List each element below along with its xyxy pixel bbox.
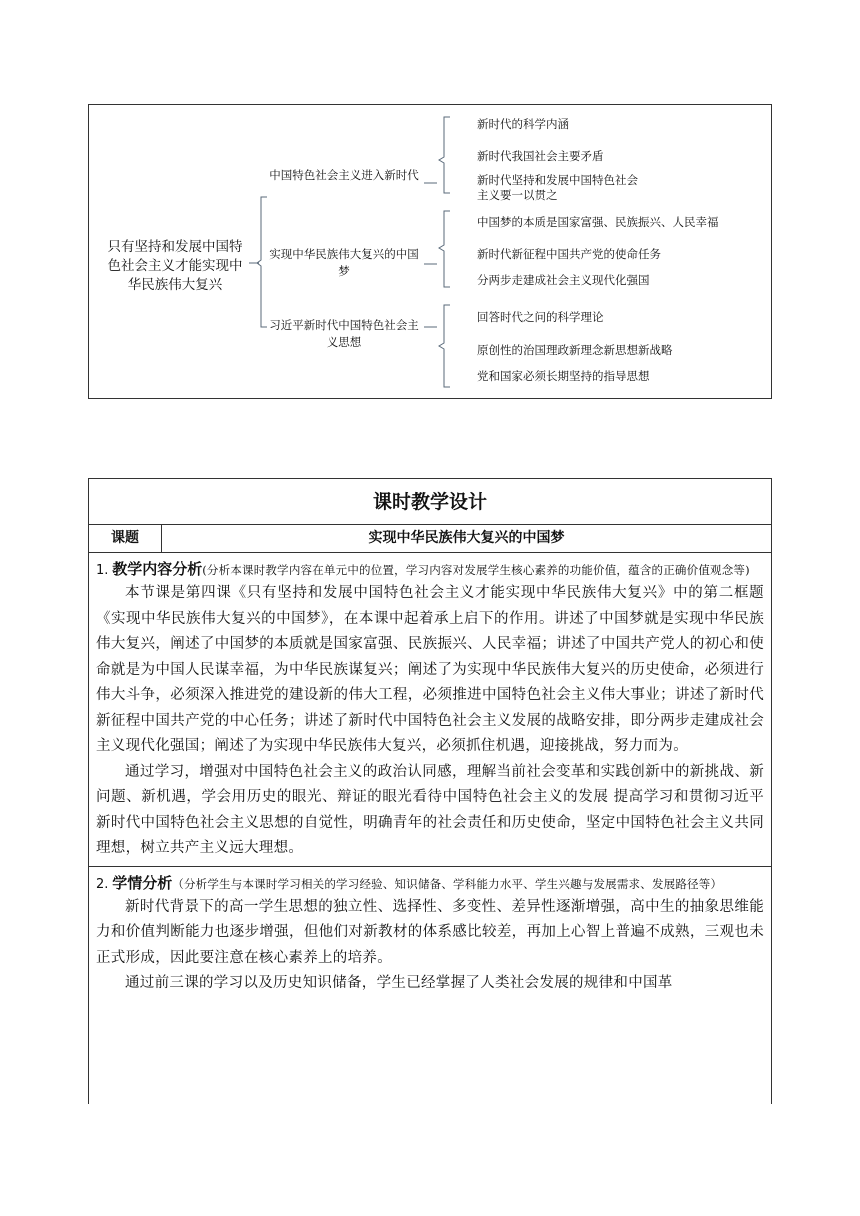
- branch-chinese-dream: 实现中华民族伟大复兴的中国梦: [269, 247, 419, 278]
- branch-xi-thought: 习近平新时代中国特色社会主义思想: [269, 318, 419, 349]
- branch-new-era: 中国特色社会主义进入新时代: [269, 168, 419, 182]
- paragraph: 新时代背景下的高一学生思想的独立性、选择性、多变性、差异性逐渐增强，高中生的抽象思维能力和价值判断能力也逐步增强，但他们对新教材的体系感比较差，再加上心智上普遍不成熟，三观也未正式形成，因此要注意在核心素养上的培养。: [96, 898, 764, 966]
- section-content-analysis: [89, 553, 771, 867]
- leaf-item: 新时代我国社会主要矛盾: [477, 149, 604, 163]
- paragraph: 本节课是第四课《只有坚持和发展中国特色社会主义才能实现中华民族伟大复兴》中的第二框题《实现中华民族伟大复兴的中国梦》，在本课中起着承上启下的作用。讲述了中国梦就是实现中华民族伟大复兴，阐述了中国梦的本质就是国家富强、民族振兴、人民幸福；讲述了中国共产党人的初心和使命就是为中国人民谋幸福，为中华民族谋复兴；阐述了为实现中华民族伟大复兴的历史使命，必须进行伟大斗争，必须深入推进党的建设新的伟大工程，必须推进中国特色社会主义伟大事业；讲述了新时代新征程中国共产党的中心任务；讲述了新时代中国特色社会主义发展的战略安排，即分两步走建成社会主义现代化强国；阐述了为实现中华民族伟大复兴，必须抓住机遇，迎接挑战，努力而为。: [96, 585, 764, 754]
- leaf-item: 新时代新征程中国共产党的使命任务: [477, 247, 661, 261]
- topic-value: 实现中华民族伟大复兴的中国梦: [368, 530, 565, 546]
- section-note: (分析本课时教学内容在单元中的位置，学习内容对发展学生核心素养的功能价值，蕴含的正确价值观念等): [202, 563, 750, 577]
- section-heading: 教学内容分析: [112, 560, 203, 578]
- leaf-item: 回答时代之问的科学理论: [477, 310, 604, 324]
- concept-map-root: 只有坚持和发展中国特色社会主义才能实现中华民族伟大复兴: [107, 239, 243, 293]
- section-header: [96, 559, 764, 581]
- section-number: 1.: [96, 563, 109, 578]
- concept-map: [88, 104, 772, 399]
- leaf-item: 党和国家必须长期坚持的指导思想: [477, 369, 650, 383]
- topic-row: [89, 525, 771, 553]
- leaf-item: 原创性的治国理政新理念新思想新战略: [477, 343, 673, 357]
- lesson-design-table: [88, 478, 772, 1104]
- table-title: 课时教学设计: [89, 479, 771, 525]
- leaf-item: 新时代的科学内涵: [477, 117, 569, 131]
- leaf-item: 中国梦的本质是国家富强、民族振兴、人民幸福: [477, 215, 719, 229]
- section-header: [96, 873, 764, 895]
- leaf-item: 新时代坚持和发展中国特色社会主义要一以贯之: [477, 173, 638, 202]
- paragraph: 通过学习，增强对中国特色社会主义的政治认同感，理解当前社会变革和实践创新中的新挑战、新问题、新机遇，学会用历史的眼光、辩证的眼光看待中国特色社会主义的发展 提高学习和贯彻习近平新时代中国特色社会主义思想的自觉性，明确青年的社会责任和历史使命，坚定中国特色社会主义共同理想，树立共产主义远大理想。: [96, 763, 764, 856]
- section-note: （分析学生与本课时学习相关的学习经验、知识储备、学科能力水平、学生兴趣与发展需求、发展路径等）: [172, 876, 723, 891]
- topic-label: 课题: [89, 525, 162, 552]
- leaf-item: 分两步走建成社会主义现代化强国: [477, 273, 650, 287]
- section-number: 2.: [96, 876, 109, 892]
- section-heading: 学情分析: [112, 873, 173, 892]
- paragraph: 通过前三课的学习以及历史知识储备，学生已经掌握了人类社会发展的规律和中国革: [125, 975, 673, 991]
- section-student-analysis: [89, 867, 771, 1001]
